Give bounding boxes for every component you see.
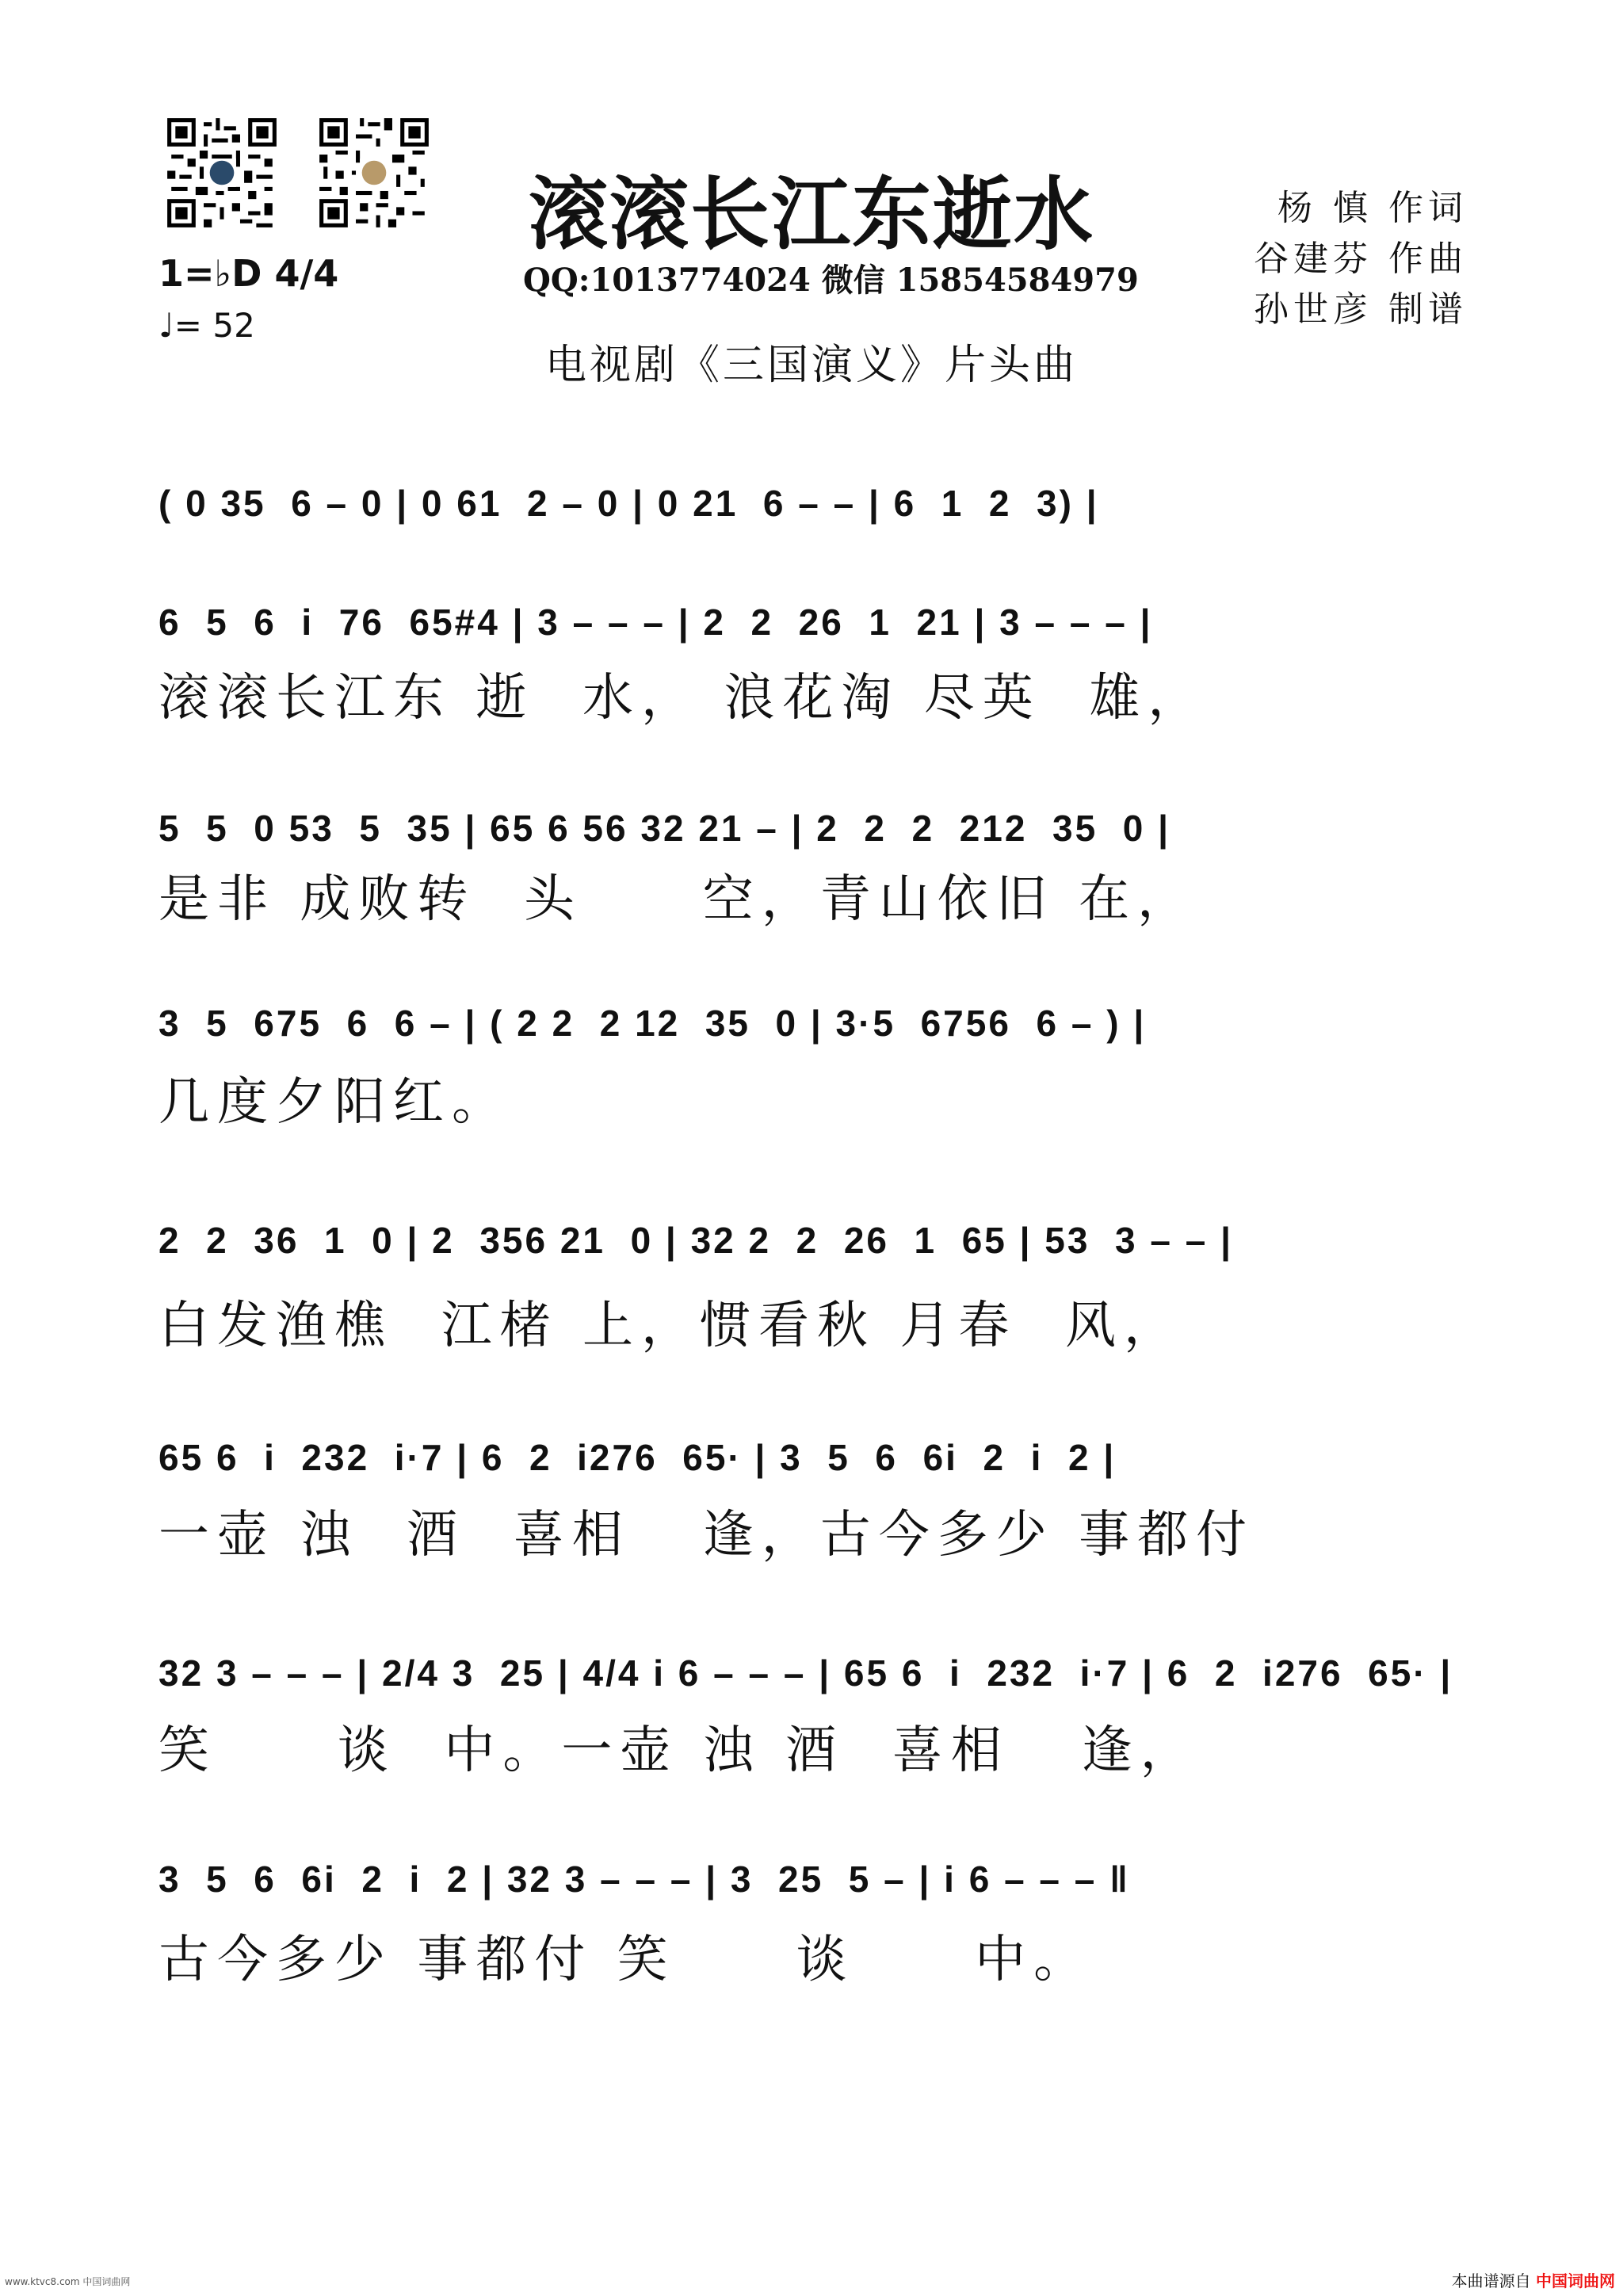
lyric-line-4: 几度夕阳红。: [158, 1073, 510, 1132]
footer-source-prefix: 本曲谱源自: [1451, 2271, 1531, 2290]
contact-info: QQ:1013774024 微信 15854584979: [523, 262, 1139, 299]
footer-brand: 中国词曲网: [1536, 2271, 1615, 2290]
lyric-line-3: 是非 成败转 头 空，青山依旧 在，: [158, 870, 1197, 929]
lyric-line-8: 古今多少 事都付 笑 谈 中。: [158, 1931, 1093, 1989]
score-line-3: 5 5 0 53 5 35 | 65 6 56 32 21 – | 2 2 2 212 35 0 |: [158, 808, 1170, 849]
lyricist-credit: 杨 慎 作词: [1277, 188, 1468, 228]
song-title: 滚滚长江东逝水: [529, 167, 1094, 261]
footer-website: www.ktvc8.com 中国词曲网: [5, 2276, 131, 2287]
score-line-7: 32 3 – – – | 2/4 3 25 | 4/4 i 6 – – – | 65 6 i 232 i·7 | 6 2 i276 65· |: [158, 1652, 1453, 1694]
score-line-1: ( 0 35 6 – 0 | 0 61 2 – 0 | 0 21 6 – – | 6 1 2 3) |: [158, 483, 1099, 524]
lyric-line-6: 一壶 浊 酒 喜相 逢，古今多少 事都付: [158, 1506, 1255, 1564]
score-line-2: 6 5 6 i 76 65#4 | 3 – – – | 2 2 26 1 21 | 3 – – – |: [158, 602, 1153, 643]
score-line-6: 65 6 i 232 i·7 | 6 2 i276 65· | 3 5 6 6i 2 i 2 |: [158, 1437, 1117, 1478]
footer-source: [1452, 2268, 1615, 2291]
lyric-line-2: 滚滚长江东 逝 水， 浪花淘 尽英 雄，: [158, 669, 1207, 728]
score-line-8: 3 5 6 6i 2 i 2 | 32 3 – – – | 3 25 5 – | i 6 – – – ‖: [158, 1859, 1131, 1900]
lyric-line-7: 笑 谈 中。一壶 浊 酒 喜相 逢，: [158, 1721, 1199, 1780]
composer-credit: 谷建芬 作曲: [1254, 239, 1468, 279]
subtitle: 电视剧《三国演义》片头曲: [544, 342, 1078, 389]
key-signature: 1=♭D 4/4: [158, 252, 339, 295]
tempo-marking: ♩= 52: [158, 306, 255, 345]
score-line-5: 2 2 36 1 0 | 2 356 21 0 | 32 2 2 26 1 65 | 53 3 – – |: [158, 1220, 1233, 1261]
arranger-credit: 孙世彦 制谱: [1254, 289, 1468, 330]
score-line-4: 3 5 675 6 6 – | ( 2 2 2 12 35 0 | 3·5 6756 6 – ) |: [158, 1003, 1147, 1044]
lyric-line-5: 白发渔樵 江楮 上，惯看秋 月春 风，: [158, 1297, 1183, 1355]
